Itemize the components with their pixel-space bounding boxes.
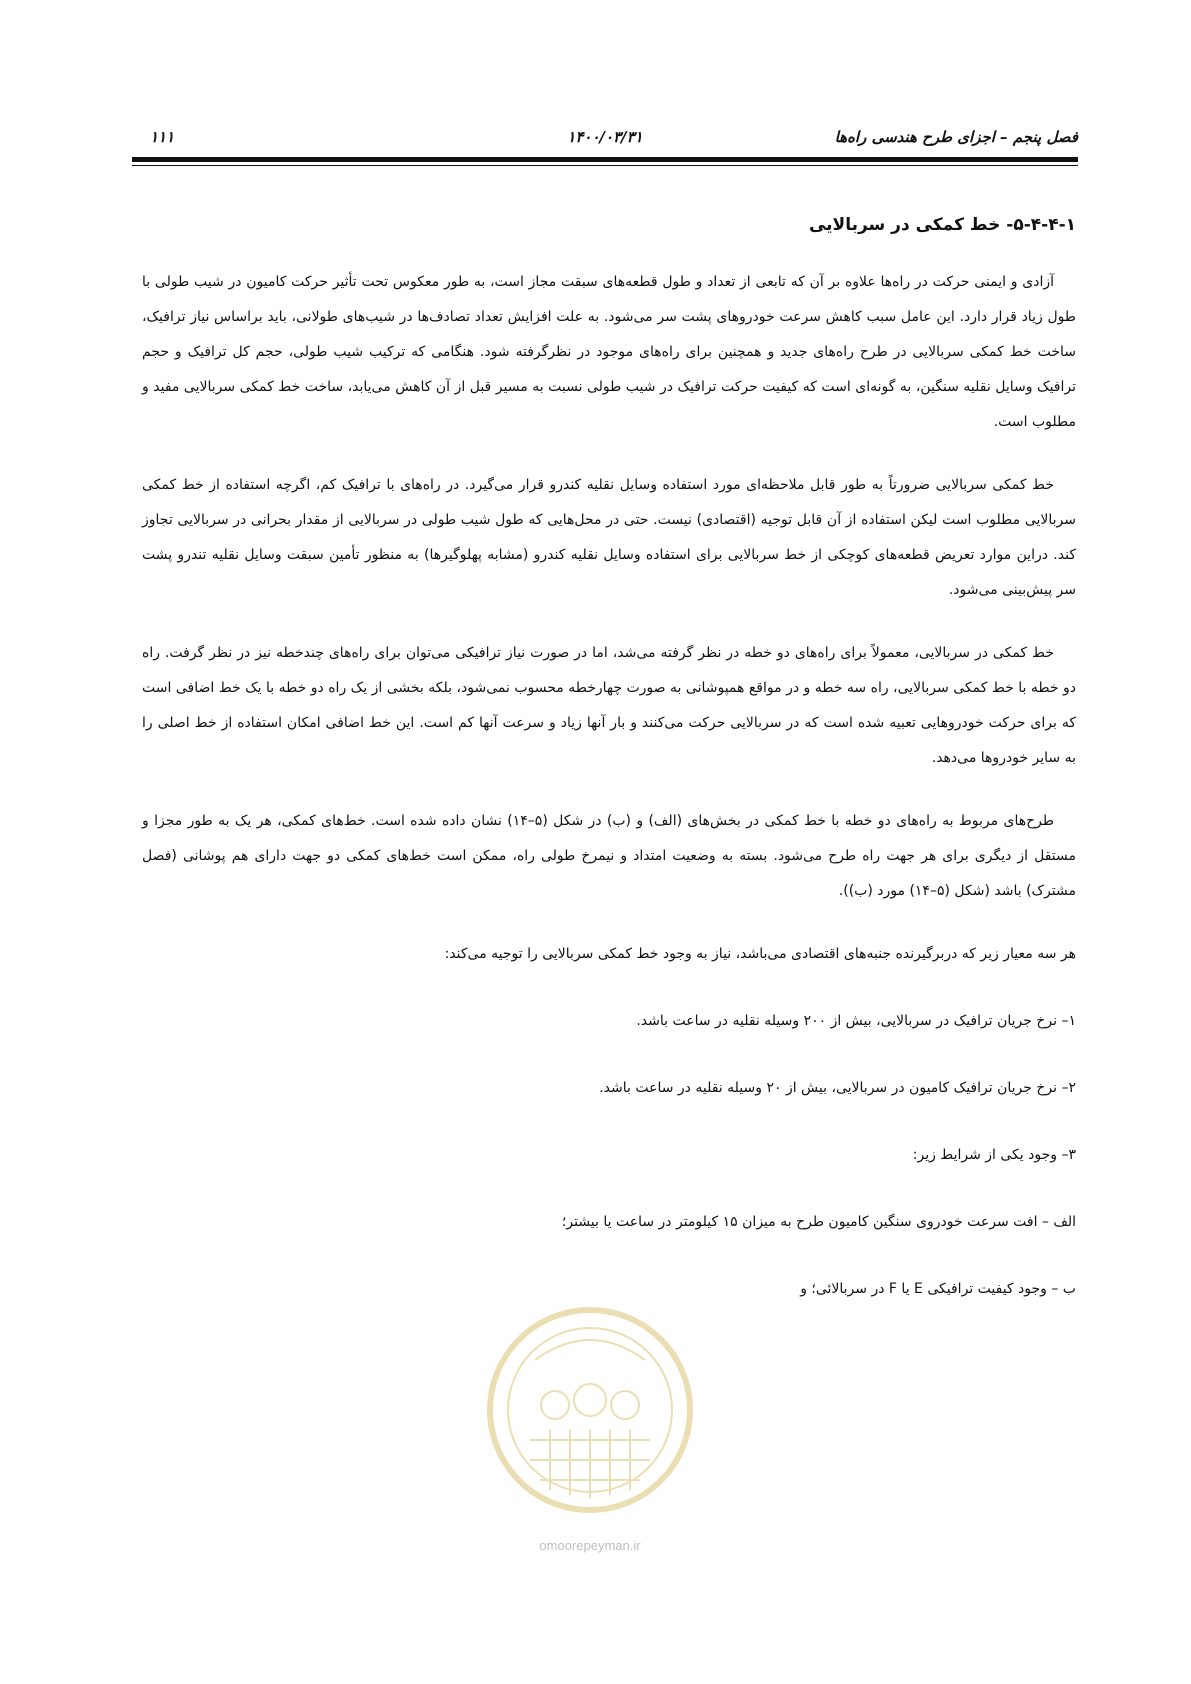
page-content: [142, 215, 1076, 1339]
chapter-title: فصل پنجم – اجزای طرح هندسی راه‌ها: [834, 128, 1078, 146]
criteria-item: الف – افت سرعت خودروی سنگین کامیون طرح به میزان ۱۵ کیلومتر در ساعت یا بیشتر؛: [561, 1214, 1076, 1230]
section-heading: ۵-۴-۴-۱- خط کمکی در سربالایی: [808, 215, 1076, 235]
criteria-item: ۳– وجود یکی از شرایط زیر:: [912, 1147, 1076, 1163]
watermark-url: omoorepeyman.ir: [539, 1538, 641, 1553]
paragraph-4: طرح‌های مربوط به راه‌های دو خطه با خط کمکی در بخش‌های (الف) و (ب) در شکل (۵–۱۴) نشان داده شده است. خط‌های کمکی، هر یک به طور مجزا و مستقل از دیگری برای هر جهت راه طرح می‌شود. بسته به وضعیت امتداد و نیمرخ طولی راه، ممکن است خط‌های کمکی دو جهت دارای هم پوشانی (فصل مشترک) باشد (شکل (۵–۱۴) مورد (ب)).: [142, 813, 1076, 899]
paragraph-2: خط کمکی سربالایی ضرورتاً به طور قابل ملاحظه‌ای مورد استفاده وسایل نقلیه کندرو قرار می‌گیرد. در راه‌های با ترافیک کم، اگرچه استفاده از خط کمکی سربالایی مطلوب است لیکن استفاده از آن قابل توجیه (اقتصادی) نیست. حتی در محل‌هایی که طول شیب طولی در سربالایی از مقدار بحرانی در سربالایی تجاوز کند. دراین موارد تعریض قطعه‌های کوچکی از خط سربالایی برای استفاده وسایل نقلیه کندرو (مشابه پهلوگیرها) به منظور تأمین سبقت وسایل نقلیه تندرو پشت سر پیش‌بینی می‌شود.: [142, 477, 1076, 598]
header-rule-thick: [132, 157, 1078, 162]
page-header: [132, 128, 1078, 150]
header-rule-thin: [132, 165, 1078, 166]
criteria-list: [142, 1004, 1076, 1307]
criteria-item: ب – وجود کیفیت ترافیکی E یا F در سربالائی؛ و: [800, 1281, 1076, 1297]
paragraph-1: آزادی و ایمنی حرکت در راه‌ها علاوه بر آن که تابعی از تعداد و طول قطعه‌های سبقت مجاز است، به طور معکوس تحت تأثیر حرکت کامیون در شیب طولی با طول زیاد قرار دارد. این عامل سبب کاهش سرعت خودروهای پشت سر می‌شود. به علت افزایش تعداد تصادف‌ها در شیب‌های طولانی، باید براساس نیاز ترافیک، ساخت خط کمکی سربالایی در طرح راه‌های جدید و همچنین برای راه‌های موجود در نظرگرفته شود. هنگامی که ترکیب شیب طولی، حجم کل ترافیک و حجم ترافیک وسایل نقلیه سنگین، به گونه‌ای است که کیفیت حرکت ترافیک در شیب طولی نسبت به مسیر قبل از آن کاهش می‌یابد، ساخت خط کمکی سربالایی مفید و مطلوب است.: [142, 274, 1076, 430]
page-number: ۱۱۱: [150, 128, 175, 146]
header-date: ۱۴۰۰/۰۳/۳۱: [567, 128, 643, 146]
criteria-item: ۱– نرخ جریان ترافیک در سربالایی، بیش از ۲۰۰ وسیله نقلیه در ساعت باشد.: [636, 1013, 1076, 1029]
criteria-intro: هر سه معیار زیر که دربرگیرنده جنبه‌های اقتصادی می‌باشد، نیاز به وجود خط کمکی سربالایی را توجیه می‌کند:: [444, 946, 1076, 962]
criteria-item: ۲– نرخ جریان ترافیک کامیون در سربالایی، بیش از ۲۰ وسیله نقلیه در ساعت باشد.: [599, 1080, 1076, 1096]
paragraph-3: خط کمکی در سربالایی، معمولاً برای راه‌های دو خطه در نظر گرفته می‌شد، اما در صورت نیاز ترافیکی می‌توان برای راه‌های چندخطه نیز در نظر گرفت. راه دو خطه با خط کمکی سربالایی، راه سه خطه و در مواقع همپوشانی به صورت چهارخطه محسوب نمی‌شود، بلکه بخشی از یک راه دو خطه با یک خط اضافی است که برای حرکت خودروهایی تعبیه شده است که در سربالایی حرکت می‌کنند و بار آنها زیاد و سرعت آنها کم است. این خط اضافی امکان استفاده از خط اصلی را به سایر خودروها می‌دهد.: [142, 645, 1076, 766]
